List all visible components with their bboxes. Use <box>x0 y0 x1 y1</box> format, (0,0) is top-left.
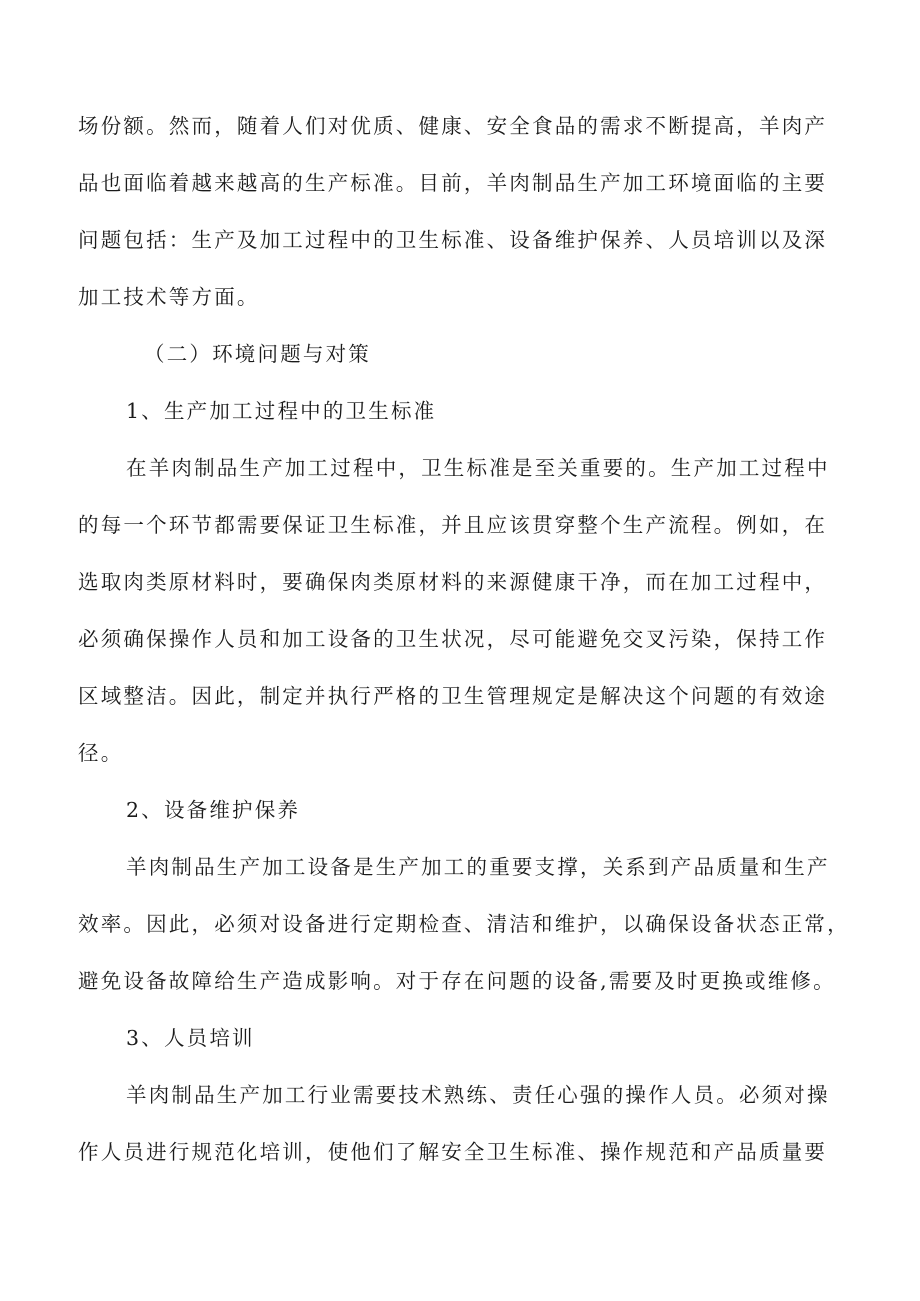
section-heading-text: （二）环境问题与对策 <box>144 342 371 366</box>
text-line: 在羊肉制品生产加工过程中，卫生标准是至关重要的。生产加工过程中 <box>126 456 830 480</box>
paragraph-market-share <box>78 98 844 326</box>
subheading-text: 2、设备维护保养 <box>126 798 301 822</box>
text-line: 问题包括：生产及加工过程中的卫生标准、设备维护保养、人员培训以及深 <box>78 228 828 252</box>
subheading-hygiene <box>78 383 844 440</box>
document-body <box>78 98 850 1181</box>
subheading-training <box>78 1010 844 1067</box>
subheading-text: 1、生产加工过程中的卫生标准 <box>126 399 437 423</box>
subheading-equipment <box>78 782 844 839</box>
paragraph-training <box>78 1067 844 1181</box>
text-line: 效率。因此，必须对设备进行定期检查、清洁和维护，以确保设备状态正常， <box>78 912 850 936</box>
text-line: 场份额。然而，随着人们对优质、健康、安全食品的需求不断提高，羊肉产 <box>78 114 828 138</box>
text-line: 加工技术等方面。 <box>78 285 260 309</box>
paragraph-equipment <box>78 839 850 1010</box>
text-line: 必须确保操作人员和加工设备的卫生状况，尽可能避免交叉污染，保持工作 <box>78 627 828 651</box>
text-line: 选取肉类原材料时，要确保肉类原材料的来源健康干净，而在加工过程中， <box>78 570 828 594</box>
text-line: 避免设备故障给生产造成影响。对于存在问题的设备,需要及时更换或维修。 <box>78 969 836 993</box>
text-line: 品也面临着越来越高的生产标准。目前，羊肉制品生产加工环境面临的主要 <box>78 171 828 195</box>
paragraph-hygiene <box>78 440 844 782</box>
text-line: 羊肉制品生产加工行业需要技术熟练、责任心强的操作人员。必须对操 <box>126 1083 830 1107</box>
text-line: 作人员进行规范化培训，使他们了解安全卫生标准、操作规范和产品质量要 <box>78 1140 828 1164</box>
text-line: 的每一个环节都需要保证卫生标准，并且应该贯穿整个生产流程。例如，在 <box>78 513 828 537</box>
text-line: 羊肉制品生产加工设备是生产加工的重要支撑，关系到产品质量和生产 <box>126 855 830 879</box>
section-heading <box>78 326 844 383</box>
text-line: 区域整洁。因此，制定并执行严格的卫生管理规定是解决这个问题的有效途 <box>78 684 828 708</box>
text-line: 径。 <box>78 741 124 765</box>
subheading-text: 3、人员培训 <box>126 1026 255 1050</box>
